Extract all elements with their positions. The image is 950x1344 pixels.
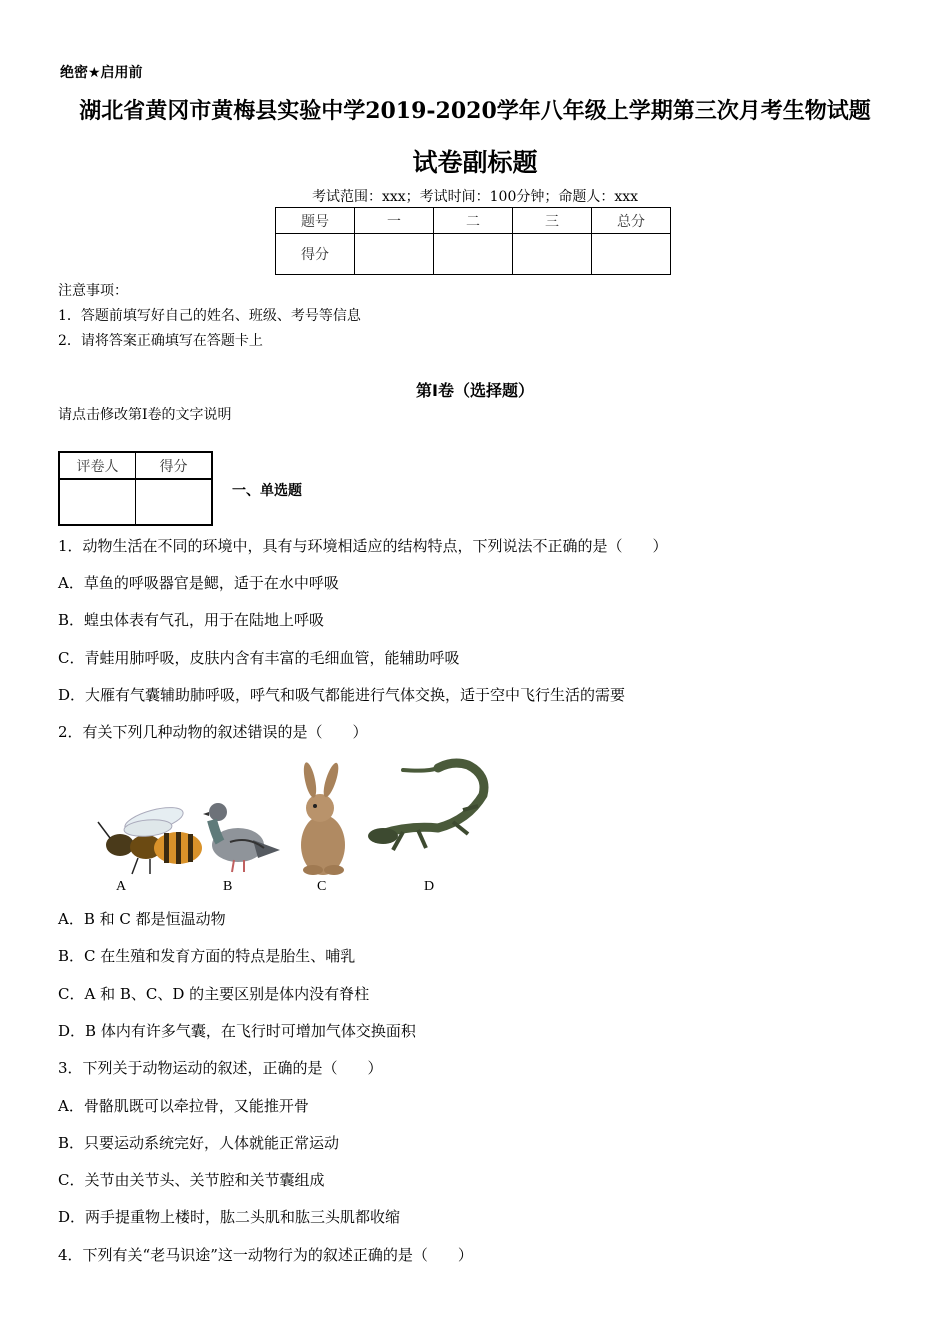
- notes-item: 2．请将答案正确填写在答题卡上: [58, 333, 263, 349]
- score-header-cell: 一: [355, 208, 434, 234]
- question-option: D．B 体内有许多气囊，在飞行时可增加气体交换面积: [58, 1022, 416, 1040]
- secret-label: 绝密★启用前: [60, 65, 143, 81]
- score-row-label: 得分: [276, 234, 355, 275]
- question-option: A．草鱼的呼吸器官是鳃，适于在水中呼吸: [58, 574, 339, 592]
- question-option: D．两手提重物上楼时，肱二头肌和肱三头肌都收缩: [58, 1208, 401, 1226]
- grader-header: 得分: [136, 452, 213, 479]
- figure-label: A: [116, 879, 127, 894]
- figure-label: B: [223, 879, 233, 894]
- score-header-cell: 总分: [592, 208, 671, 234]
- rabbit-icon: [301, 761, 345, 875]
- section-title: 一、单选题: [232, 483, 302, 499]
- grader-cell: [59, 479, 136, 525]
- notes: [58, 279, 361, 354]
- question-stem: 2．有关下列几种动物的叙述错误的是（ ）: [58, 723, 368, 741]
- question-option: D．大雁有气囊辅助肺呼吸，呼气和吸气都能进行气体交换，适于空中飞行生活的需要: [58, 686, 626, 704]
- question-option: C．关节由关节头、关节腔和关节囊组成: [58, 1171, 325, 1189]
- score-cell: [355, 234, 434, 275]
- question-option: B．蝗虫体表有气孔，用于在陆地上呼吸: [58, 611, 325, 629]
- notes-title: 注意事项：: [58, 283, 128, 299]
- notes-item: 1．答题前填写好自己的姓名、班级、考号等信息: [58, 308, 361, 324]
- question-option: C．青蛙用肺呼吸，皮肤内含有丰富的毛细血管，能辅助呼吸: [58, 649, 460, 667]
- question-option: B．只要运动系统完好，人体就能正常运动: [58, 1134, 340, 1152]
- exam-title: 湖北省黄冈市黄梅县实验中学2019-2020学年八年级上学期第三次月考生物试题: [79, 98, 871, 124]
- grader-table: [58, 451, 213, 526]
- exam-subtitle: 试卷副标题: [412, 148, 538, 177]
- pigeon-icon: [203, 803, 280, 872]
- question-option: A．骨骼肌既可以牵拉骨，又能推开骨: [58, 1097, 309, 1115]
- score-header-cell: 题号: [276, 208, 355, 234]
- bee-icon: [98, 803, 202, 874]
- animal-figure: [58, 750, 518, 900]
- question-stem: 1．动物生活在不同的环境中，具有与环境相适应的结构特点，下列说法不正确的是（ ）: [58, 537, 668, 555]
- grader-cell: [136, 479, 213, 525]
- part-description: 请点击修改第I卷的文字说明: [58, 407, 232, 423]
- score-table: [275, 207, 671, 275]
- score-header-cell: 二: [434, 208, 513, 234]
- question-stem: 3．下列关于动物运动的叙述，正确的是（ ）: [58, 1059, 383, 1077]
- score-cell: [592, 234, 671, 275]
- grader-header: 评卷人: [59, 452, 136, 479]
- part-title: 第I卷（选择题）: [416, 381, 534, 400]
- score-cell: [513, 234, 592, 275]
- question-option: C．A 和 B、C、D 的主要区别是体内没有脊柱: [58, 985, 370, 1003]
- question-option: A．B 和 C 都是恒温动物: [58, 910, 226, 928]
- lizard-icon: [368, 763, 484, 850]
- question-stem: 4．下列有关“老马识途”这一动物行为的叙述正确的是（ ）: [58, 1246, 473, 1264]
- question-option: B．C 在生殖和发育方面的特点是胎生、哺乳: [58, 947, 356, 965]
- figure-label: C: [317, 879, 327, 894]
- score-cell: [434, 234, 513, 275]
- exam-info: 考试范围：xxx；考试时间：100分钟；命题人：xxx: [311, 189, 639, 205]
- figure-label: D: [424, 879, 435, 894]
- score-header-cell: 三: [513, 208, 592, 234]
